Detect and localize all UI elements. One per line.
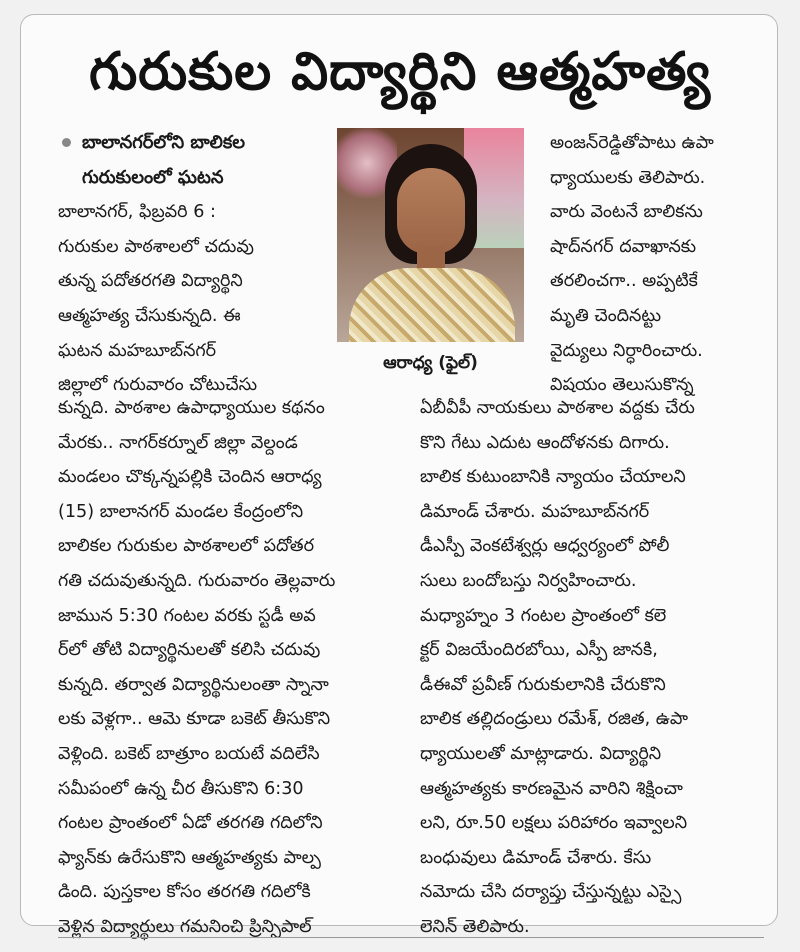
text-line: బాలికల గురుకుల పాఠశాలలో పదోతర (58, 536, 315, 557)
text-line: తరలించగా.. అప్పటికే (550, 271, 698, 292)
text-line: బాలిక తల్లిదండ్రులు రమేశ్, రజిత, ఉపా (420, 709, 688, 730)
text-line: ధ్యాయులకు తెలిపారు. (550, 167, 706, 188)
bottom-divider (58, 937, 764, 938)
text-line: ఘటన మహబూబ్‌నగర్ (58, 340, 217, 361)
text-line: గురుకుల పాఠశాలలో చదువు (58, 236, 254, 257)
text-line: సులు బందోబస్తు నిర్వహించారు. (420, 570, 637, 591)
text-line: ఆత్మహత్యకు కారణమైన వారిని శిక్షించా (420, 778, 683, 799)
text-line: డింది. పుస్తకాల కోసం తరగతి గదిలోకి (58, 882, 311, 903)
text-line: తున్న పదోతరగతి విద్యార్థిని (58, 271, 243, 292)
text-line: గంటల ప్రాంతంలో ఏడో తరగతి గదిలోని (58, 813, 323, 834)
text-line: డిమాండ్ చేశారు. మహబూబ్‌నగర్ (420, 501, 650, 522)
column-text (58, 195, 334, 403)
text-line: జామున 5:30 గంటల వరకు స్టడీ అవ (58, 605, 316, 626)
text-line: లెనిన్ తెలిపారు. (420, 916, 530, 937)
text-line: కొని గేటు ఎదుట ఆందోళనకు దిగారు. (420, 432, 670, 453)
text-line: మధ్యాహ్నం 3 గంటల ప్రాంతంలో కలె (420, 605, 667, 626)
text-line: మేరకు.. నాగర్‌కర్నూల్ జిల్లా వెల్దండ (58, 432, 298, 453)
text-line: గతి చదువుతున్నది. గురువారం తెల్లవారు (58, 570, 336, 591)
text-line: ఫ్యాన్‌కు ఉరేసుకొని ఆత్మహత్యకు పాల్ప (58, 847, 321, 868)
photo-of-student (337, 128, 524, 342)
text-line: విషయం తెలుసుకొన్న (550, 375, 694, 396)
text-line: సమీపంలో ఉన్న చీర తీసుకొని 6:30 (58, 778, 304, 799)
text-line: వెళ్లిన విద్యార్థులు గమనించి ప్రిన్సిపాల్ (58, 916, 312, 937)
text-line: మృతి చెందినట్టు (550, 305, 662, 326)
text-line: లకు వెళ్లగా.. ఆమె కూడా బకెట్ తీసుకొని (58, 709, 331, 730)
article-column-right (550, 126, 758, 403)
article-column-left (58, 126, 334, 403)
text-line: (15) బాలానగర్ మండల కేంద్రంలోని (58, 501, 304, 522)
text-line: వారు వెంటనే బాలికను (550, 202, 703, 223)
text-line: కున్నది. పాఠశాల ఉపాధ్యాయుల కథనం (58, 398, 325, 418)
photo-caption: ఆరాధ్య (ఫైల్) (383, 353, 478, 373)
headline: గురుకుల విద్యార్థిని ఆత్మహత్య (88, 42, 712, 102)
subheading-line: గురుకులంలో ఘటన (82, 166, 224, 188)
text-line: బాలానగర్, ఫిబ్రవరి 6 : (58, 202, 216, 223)
text-line: ఆత్మహత్య చేసుకున్నది. ఈ (58, 305, 241, 326)
text-line: బాలిక కుటుంబానికి న్యాయం చేయాలని (420, 467, 686, 488)
text-line: నమోదు చేసి దర్యాప్తు చేస్తున్నట్టు ఎస్సై (420, 882, 682, 903)
text-line: ఏబీవీపీ నాయకులు పాఠశాల వద్దకు చేరు (420, 398, 695, 418)
text-line: డీఎస్పీ వెంకటేశ్వర్లు ఆధ్వర్యంలో పోలీ (420, 536, 670, 557)
article-body-left (58, 391, 406, 945)
text-line: జిల్లాలో గురువారం చోటుచేసు (58, 375, 258, 396)
text-line: ధ్యాయులతో మాట్లాడారు. విద్యార్థిని (420, 743, 662, 764)
subheading-line: బాలానగర్‌లోని బాలికల (82, 132, 246, 153)
text-line: వైద్యులు నిర్ధారించారు. (550, 340, 703, 361)
text-line: డీఈవో ప్రవీణ్ గురుకులానికి చేరుకొని (420, 674, 666, 695)
text-line: వెళ్లింది. బకెట్ బాత్రూం బయటే వదిలేసి (58, 743, 320, 764)
bullet-icon (62, 138, 71, 147)
text-line: క్టర్ విజయేందిరబోయి, ఎస్పీ జానకి, (420, 640, 658, 661)
text-line: ర్‌లో తోటి విద్యార్థినులతో కలిసి చదువు (58, 640, 321, 661)
text-line: బంధువులు డిమాండ్ చేశారు. కేసు (420, 847, 652, 868)
text-line: కున్నది. తర్వాత విద్యార్థినులంతా స్నానా (58, 674, 329, 695)
text-line: మండలం చొక్కన్నపల్లికి చెందిన ఆరాధ్య (58, 467, 322, 488)
article-body-right (420, 391, 758, 945)
subheading (58, 126, 334, 195)
text-line: షాద్‌నగర్ దవాఖానకు (550, 236, 697, 257)
text-line: లని, రూ.50 లక్షలు పరిహారం ఇవ్వాలని (420, 813, 688, 834)
text-line: అంజన్‌రెడ్డితోపాటు ఉపా (550, 133, 714, 153)
